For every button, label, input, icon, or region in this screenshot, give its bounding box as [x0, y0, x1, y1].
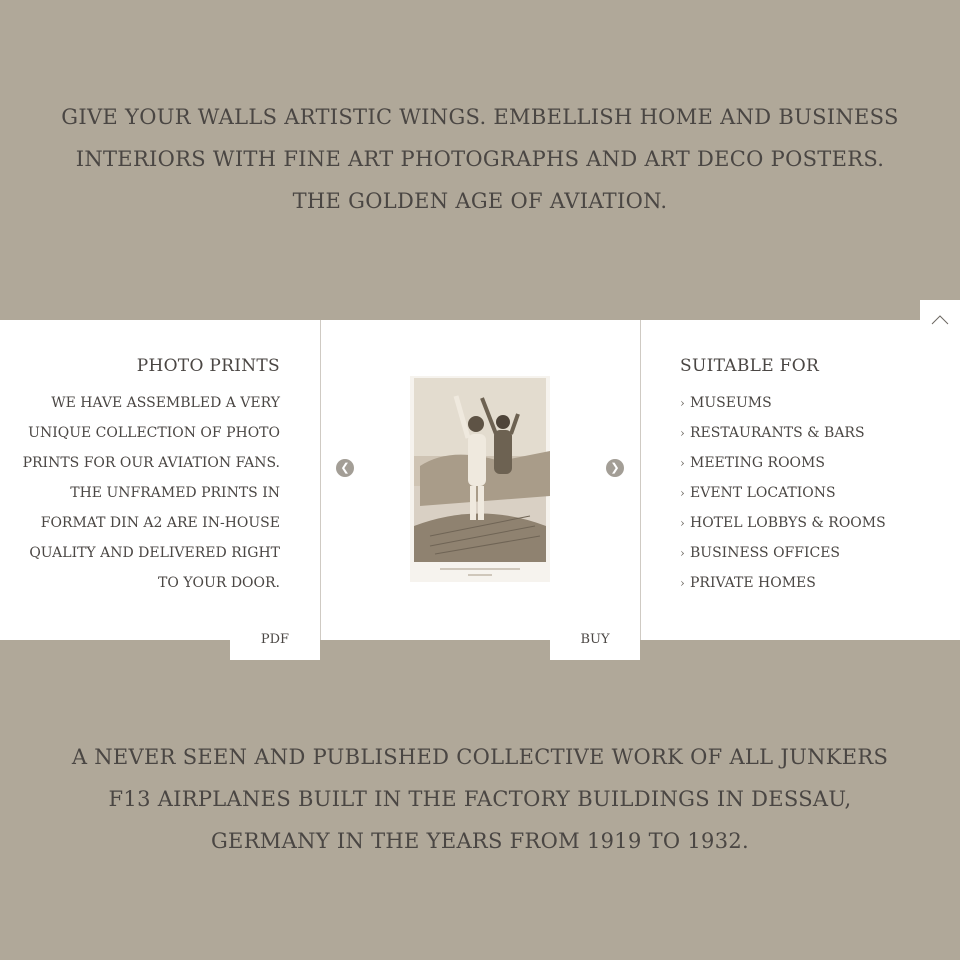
intro-heading: GIVE YOUR WALLS ARTISTIC WINGS. EMBELLISH HOME AND BUSINESS INTERIORS WITH FINE ART PHOTOGRAPHS AND ART DECO POSTERS. THE GOLDEN AGE OF AVIATION. [61, 105, 899, 213]
divider-right [640, 320, 641, 640]
suitable-for-list [680, 388, 940, 598]
chevron-up-icon [920, 300, 960, 340]
buy-button[interactable]: BUY [550, 620, 640, 660]
prev-slide-button[interactable] [336, 459, 354, 477]
bullet-chevron-icon: › [680, 426, 685, 440]
aviators-photo-image [410, 376, 550, 582]
gallery-photo[interactable] [410, 376, 550, 582]
bullet-chevron-icon: › [680, 486, 685, 500]
bullet-chevron-icon: › [680, 546, 685, 560]
list-item [680, 508, 940, 538]
bullet-chevron-icon: › [680, 516, 685, 530]
list-item-label: HOTEL LOBBYS & ROOMS [690, 515, 886, 531]
list-item [680, 568, 940, 598]
suitable-for-title: SUITABLE FOR [680, 356, 820, 376]
suitable-for-panel [680, 356, 940, 598]
list-item [680, 418, 940, 448]
list-item-label: RESTAURANTS & BARS [690, 425, 865, 441]
outro-heading: A NEVER SEEN AND PUBLISHED COLLECTIVE WORK OF ALL JUNKERS F13 AIRPLANES BUILT IN THE FACTORY BUILDINGS IN DESSAU, GERMANY IN THE YEARS FROM 1919 TO 1932. [71, 745, 889, 853]
bullet-chevron-icon: › [680, 396, 685, 410]
photo-prints-panel [20, 356, 280, 598]
pdf-button[interactable]: PDF [230, 620, 320, 660]
list-item-label: PRIVATE HOMES [690, 575, 816, 591]
list-item [680, 478, 940, 508]
photo-prints-title: PHOTO PRINTS [136, 356, 280, 376]
list-item-label: EVENT LOCATIONS [690, 485, 836, 501]
divider-left [320, 320, 321, 640]
list-item [680, 388, 940, 418]
scroll-top-button[interactable] [920, 300, 960, 340]
chevron-right-icon: ❯ [610, 461, 620, 474]
next-slide-button[interactable] [606, 459, 624, 477]
list-item [680, 538, 940, 568]
bullet-chevron-icon: › [680, 456, 685, 470]
list-item-label: BUSINESS OFFICES [690, 545, 841, 561]
list-item [680, 448, 940, 478]
photo-prints-description: WE HAVE ASSEMBLED A VERY UNIQUE COLLECTION OF PHOTO PRINTS FOR OUR AVIATION FANS. THE UNFRAMED PRINTS IN FORMAT DIN A2 ARE IN-HOUSE QUALITY AND DELIVERED RIGHT TO YOUR DOOR. [22, 395, 280, 591]
bullet-chevron-icon: › [680, 576, 685, 590]
chevron-left-icon: ❮ [340, 461, 350, 474]
list-item-label: MUSEUMS [690, 395, 772, 411]
list-item-label: MEETING ROOMS [690, 455, 825, 471]
